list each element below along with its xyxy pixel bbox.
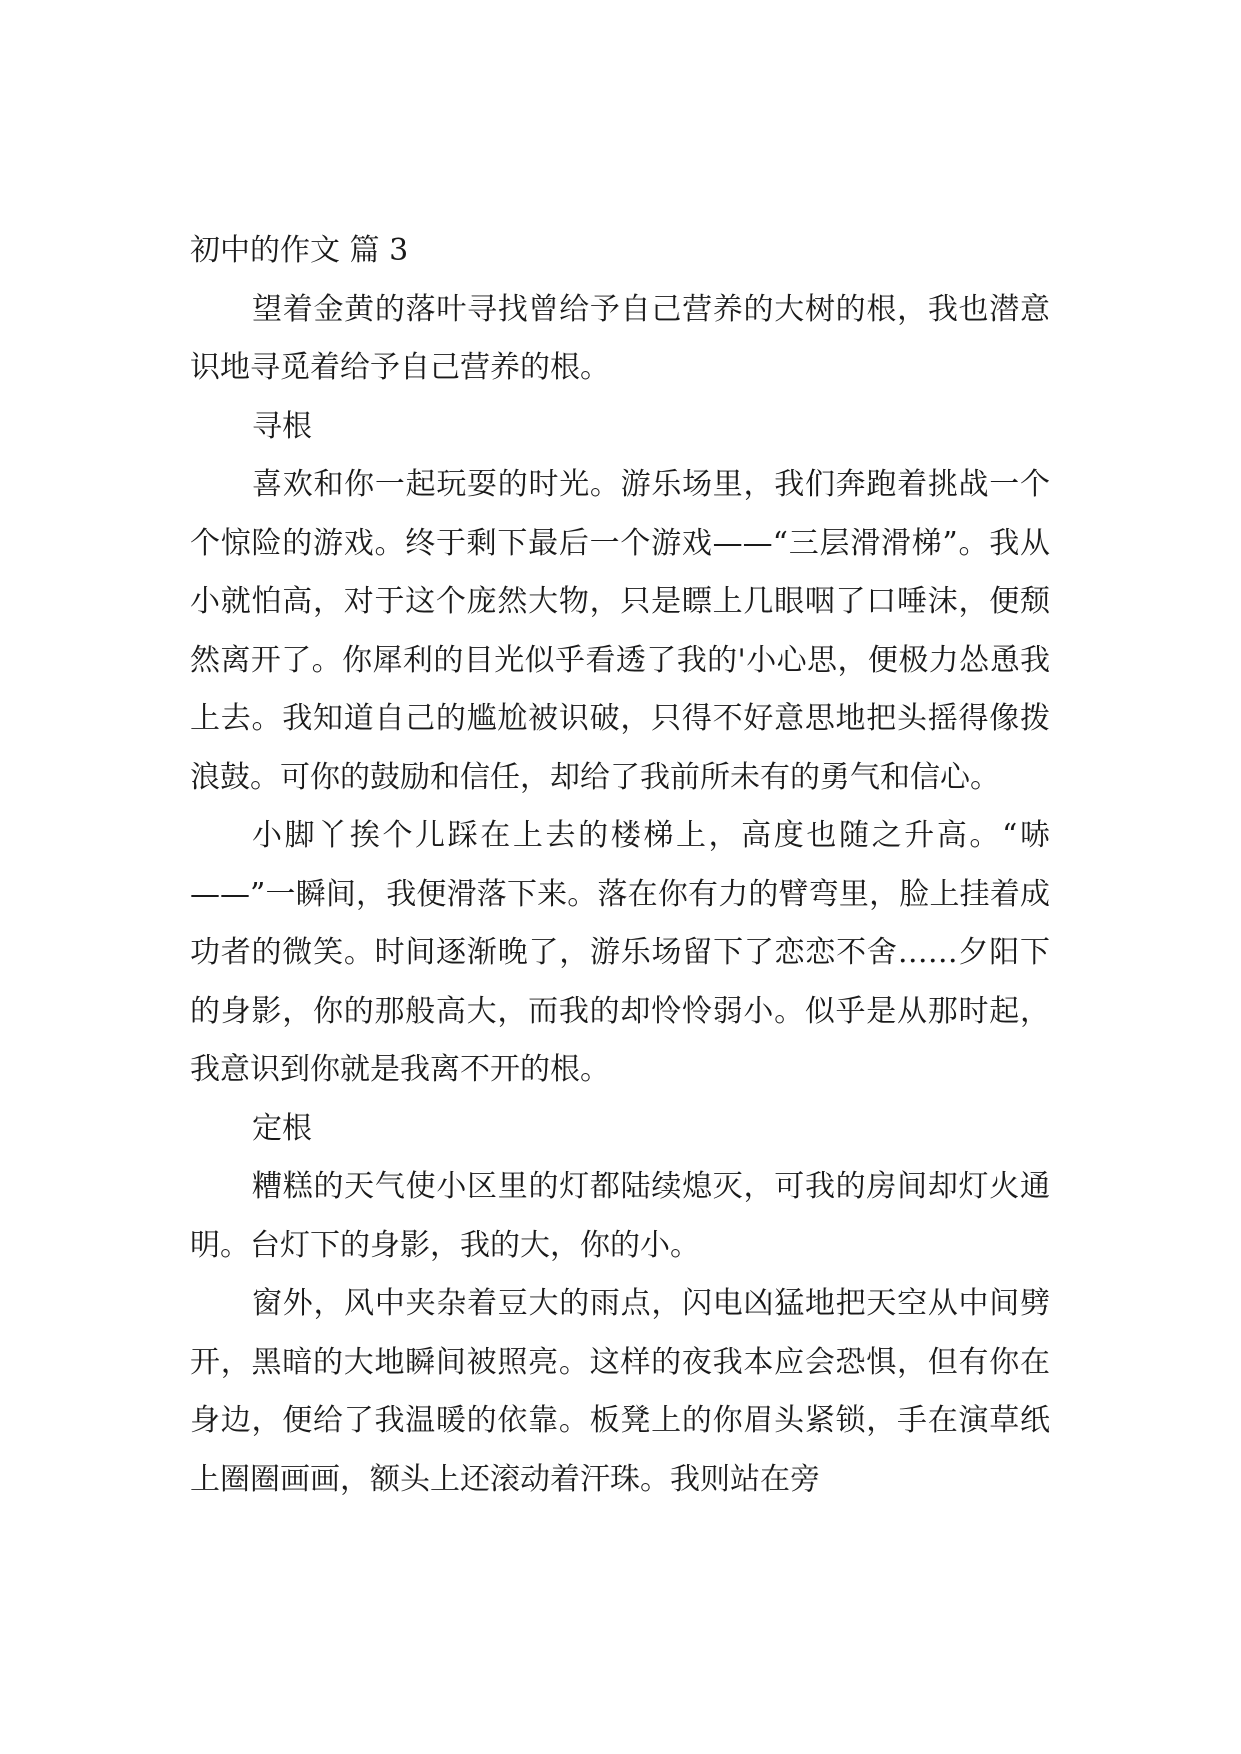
paragraph-storm: 窗外，风中夹杂着豆大的雨点，闪电凶猛地把天空从中间劈开，黑暗的大地瞬间被照亮。这样的夜我本应会恐惧，但有你在身边，便给了我温暖的依靠。板凳上的你眉头紧锁，手在演草纸上圈圈画画，额头上还滚动着汗珠。我则站在旁 [190, 1286, 1050, 1497]
section-heading-xungen: 寻根 [252, 408, 312, 444]
essay-title: 初中的作文 篇 3 [190, 233, 409, 268]
paragraph-intro: 望着金黄的落叶寻找曾给予自己营养的大树的根，我也潜意识地寻觅着给予自己营养的根。 [190, 291, 1050, 385]
section-heading-dinggen: 定根 [252, 1110, 312, 1146]
paragraph-playground: 喜欢和你一起玩耍的时光。游乐场里，我们奔跑着挑战一个个惊险的游戏。终于剩下最后一个游戏——“三层滑滑梯”。我从小就怕高，对于这个庞然大物，只是瞟上几眼咽了口唾沫，便颓然离开了。你犀利的目光似乎看透了我的'小心思，便极力怂恿我上去。我知道自己的尴尬被识破，只得不好意思地把头摇得像拨浪鼓。可你的鼓励和信任，却给了我前所未有的勇气和信心。 [190, 467, 1050, 795]
document-body [190, 222, 1050, 1509]
paragraph-slide: 小脚丫挨个儿踩在上去的楼梯上，高度也随之升高。“哧——”一瞬间，我便滑落下来。落在你有力的臂弯里，脸上挂着成功者的微笑。时间逐渐晚了，游乐场留下了恋恋不舍……夕阳下的身影，你的那般高大，而我的却怜怜弱小。似乎是从那时起，我意识到你就是我离不开的根。 [190, 818, 1050, 1087]
paragraph-weather: 糟糕的天气使小区里的灯都陆续熄灭，可我的房间却灯火通明。台灯下的身影，我的大，你的小。 [190, 1169, 1050, 1263]
